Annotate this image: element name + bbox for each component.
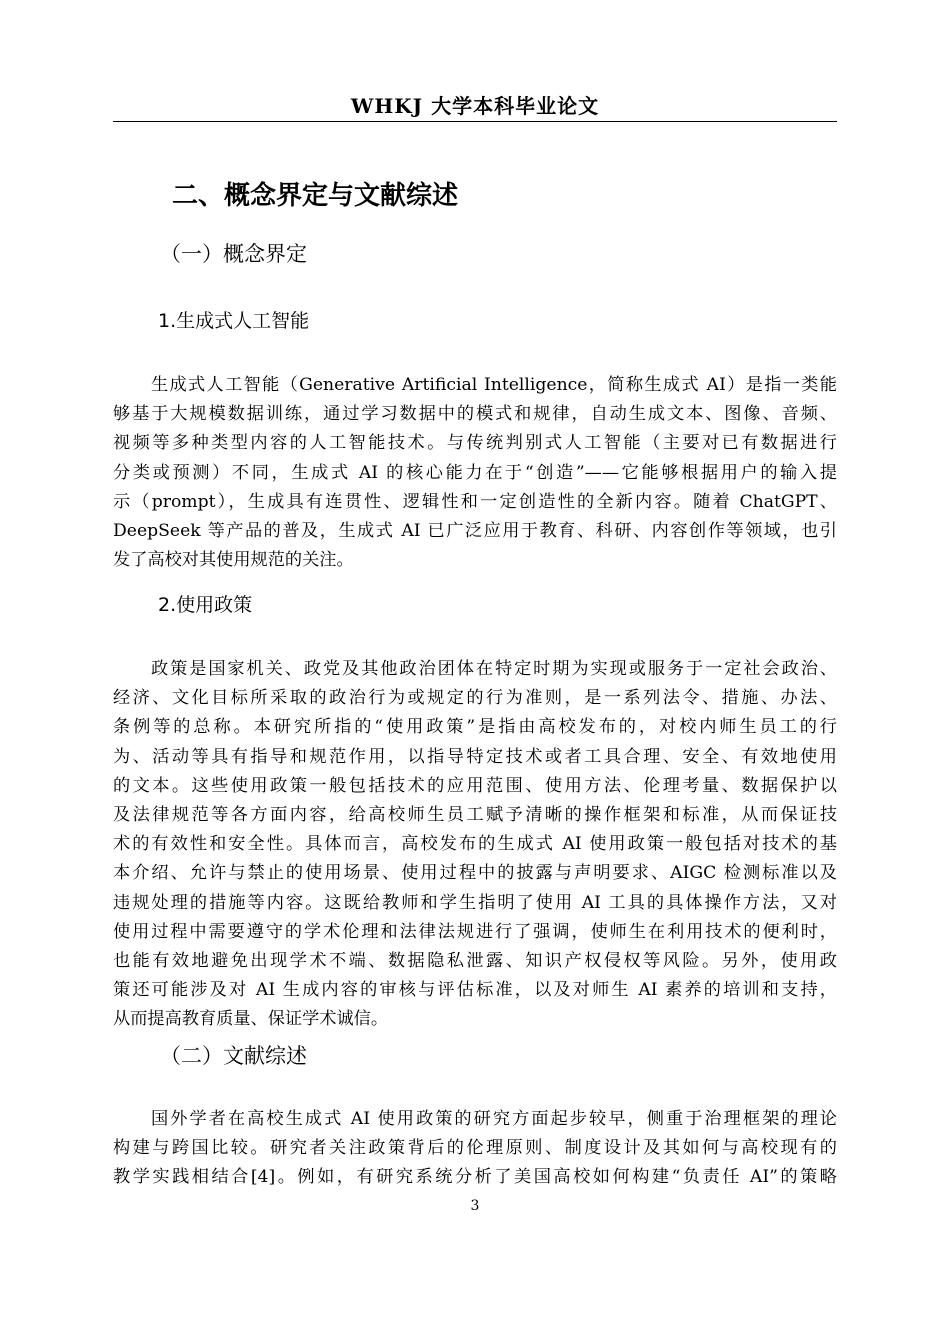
paragraph-literature-review	[113, 1105, 837, 1193]
text-line: 教学实践相结合[4]。例如，有研究系统分析了美国高校如何构建“负责任 AI”的策略	[113, 1167, 837, 1188]
text-line: 术的有效性和安全性。具体而言，高校发布的生成式 AI 使用政策一般包括对技术的基	[113, 834, 837, 855]
paragraph-usage-policy	[113, 655, 837, 1034]
text-line: 条例等的总称。本研究所指的“使用政策”是指由高校发布的，对校内师生员工的行	[113, 717, 837, 738]
text-line: 违规处理的措施等内容。这既给教师和学生指明了使用 AI 工具的具体操作方法，又对	[113, 892, 837, 913]
text-line: 政策是国家机关、政党及其他政治团体在特定时期为实现或服务于一定社会政治、	[151, 659, 837, 679]
text-line: 发了高校对其使用规范的关注。	[113, 550, 354, 571]
text-line: 策还可能涉及对 AI 生成内容的审核与评估标准，以及对师生 AI 素养的培训和支持，	[113, 980, 837, 1001]
chapter-heading: 二、概念界定与文献综述	[172, 181, 459, 211]
text-line: DeepSeek 等产品的普及，生成式 AI 已广泛应用于教育、科研、内容创作等领域，也引	[113, 520, 837, 541]
page-number: 3	[470, 1198, 480, 1214]
text-line: 国外学者在高校生成式 AI 使用政策的研究方面起步较早，侧重于治理框架的理论	[151, 1109, 837, 1129]
text-line: 及法律规范等各方面内容，给高校师生员工赋予清晰的操作框架和标准，从而保证技	[113, 804, 837, 825]
item-heading-generative-ai: 1.生成式人工智能	[158, 310, 310, 332]
running-header: WHKJ 大学本科毕业论文	[350, 94, 600, 118]
text-line: 分类或预测）不同，生成式 AI 的核心能力在于“创造”——它能够根据用户的输入提	[113, 462, 837, 483]
item-heading-usage-policy: 2.使用政策	[158, 594, 253, 616]
text-line: 为、活动等具有指导和规范作用，以指导特定技术或者工具合理、安全、有效地使用	[113, 746, 837, 767]
text-line: 生成式人工智能（Generative Artificial Intelligence，简称生成式 AI）是指一类能	[151, 375, 837, 395]
subsection-heading-concepts: （一）概念界定	[160, 242, 307, 266]
text-line: 使用过程中需要遵守的学术伦理和法律法规进行了强调，使师生在利用技术的便利时，	[113, 921, 837, 942]
text-line: 的文本。这些使用政策一般包括技术的应用范围、使用方法、伦理考量、数据保护以	[113, 775, 837, 796]
text-line: 也能有效地避免出现学术不端、数据隐私泄露、知识产权侵权等风险。另外，使用政	[113, 950, 837, 971]
text-line: 从而提高教育质量、保证学术诚信。	[113, 1009, 389, 1030]
header-divider	[113, 121, 837, 122]
text-line: 示（prompt），生成具有连贯性、逻辑性和一定创造性的全新内容。随着 ChatGPT、	[113, 491, 837, 512]
text-line: 构建与跨国比较。研究者关注政策背后的伦理原则、制度设计及其如何与高校现有的	[113, 1138, 837, 1159]
paragraph-generative-ai	[113, 371, 837, 575]
text-line: 够基于大规模数据训练，通过学习数据中的模式和规律，自动生成文本、图像、音频、	[113, 404, 837, 425]
subsection-heading-literature-review: （二）文献综述	[160, 1044, 307, 1068]
text-line: 经济、文化目标所采取的政治行为或规定的行为准则，是一系列法令、措施、办法、	[113, 688, 837, 709]
text-line: 视频等多种类型内容的人工智能技术。与传统判别式人工智能（主要对已有数据进行	[113, 433, 837, 454]
text-line: 本介绍、允许与禁止的使用场景、使用过程中的披露与声明要求、AIGC 检测标准以及	[113, 863, 837, 884]
